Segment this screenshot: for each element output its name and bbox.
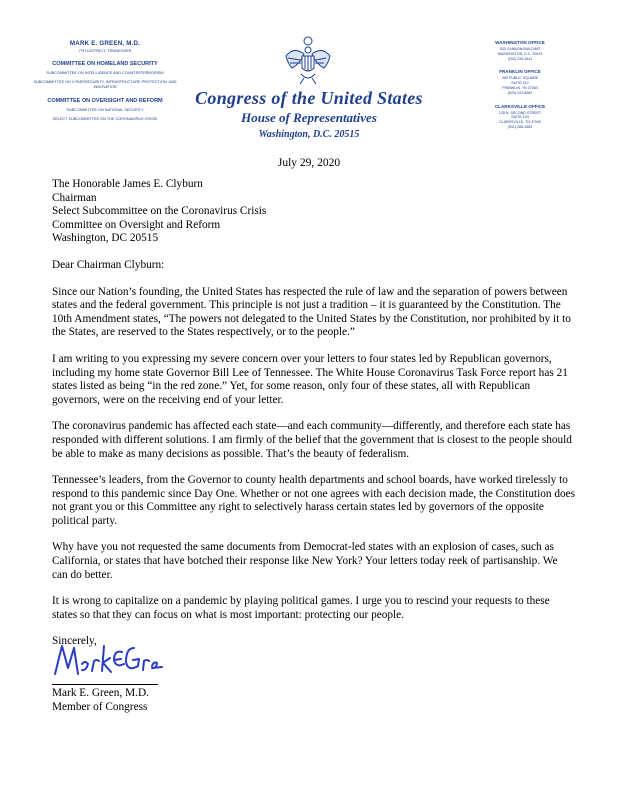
address-line: CLARKSVILLE, TN 37040 [499, 120, 541, 125]
address-line: FRANKLIN, TN 37064 [502, 85, 538, 90]
recipient-line: Chairman [52, 191, 97, 204]
congress-title: Congress of the United States [195, 88, 423, 108]
signer-title: Member of Congress [52, 700, 148, 713]
letterhead-title [185, 88, 433, 140]
committee-name: COMMITTEE ON OVERSIGHT AND REFORM [47, 98, 163, 104]
recipient-line: Select Subcommittee on the Coronavirus Crisis [52, 205, 267, 218]
body-paragraph: It is wrong to capitalize on a pandemic by playing political games. I urge you to rescind your requests to these states so that they can focus on what is most important: protecting our people. [52, 595, 550, 621]
salutation: Dear Chairman Clyburn: [52, 258, 165, 271]
closing: Sincerely, [52, 635, 97, 648]
letter-body [52, 178, 576, 649]
house-title: House of Representatives [241, 110, 377, 125]
body-paragraph: The coronavirus pandemic has affected each state—and each community—differently, and therefore each state has responded with different solutions. I am firmly of the belief that the government that is closest to the people should be able to make as many decisions as possible. That’s the beauty of federalism. [52, 420, 572, 460]
handwritten-signature [52, 640, 164, 682]
member-name: MARK E. GREEN, M.D. [69, 40, 141, 47]
body-paragraph: I am writing to you expressing my severe concern over your letters to four states led by Republican governors, including my home state Governor Bill Lee of Tennessee. The White House Coronavirus Task Force report has 21 states listed as being “in the red zone.” Yet, for some reason, only four of these states, all with Republican governors, were on the receiving end of your letter. [52, 352, 568, 406]
address-line: 128 N. SECOND STREET [498, 110, 542, 115]
subcommittee-name: SUBCOMMITTEE ON NATIONAL SECURITY [66, 108, 144, 112]
signer-block [52, 687, 149, 714]
body-paragraph: Why have you not requested the same documents from Democrat-led states with an explosion of cases, such as California, or states that have botched their response like New York? Your letters today reek of partisanship. We can do better. [52, 541, 558, 581]
letterhead-offices [452, 40, 588, 138]
office-name: FRANKLIN OFFICE [499, 69, 541, 75]
body-paragraph: Since our Nation’s founding, the United States has respected the rule of law and the separation of powers between states and the federal government. This principle is not just a tradition – it is guaranteed by the Constitution. The 10th Amendment states, “The powers not delegated to the United States by the Constitution, nor prohibited by it to the States, are reserved to the States respectively, or to the people.” [52, 285, 571, 339]
address-line: (931) 266-4483 [507, 124, 533, 129]
address-line: (629) 223-6050 [507, 90, 533, 95]
signer-name: Mark E. Green, M.D. [52, 687, 149, 699]
subcommittee-name: SUBCOMMITTEE ON INTELLIGENCE AND COUNTERTERRORISM [46, 71, 164, 75]
committee-name: COMMITTEE ON HOMELAND SECURITY [52, 61, 158, 67]
recipient-line: Washington, DC 20515 [52, 232, 159, 245]
office-address [452, 76, 588, 95]
subcommittee-name: SUBCOMMITTEE ON CYBERSECURITY, INFRASTRUCTURE PROTECTION, AND INNOVATION [33, 80, 177, 89]
recipient-line: The Honorable James E. Clyburn [52, 178, 203, 190]
address-line: SUITE 212 [511, 81, 529, 86]
office-address [452, 111, 588, 130]
eagle-seal-icon [282, 34, 334, 90]
washington-title: Washington, D.C. 20515 [258, 129, 360, 140]
body-paragraph: Tennessee’s leaders, from the Governor to county health departments and school boards, have worked tirelessly to respond to this pandemic since Day One. Whether or not one agrees with each decision made, the Constitution does not grant you or this Committee any right to selectively harass certain states led by governors of the opposite political party. [52, 474, 576, 527]
office-name: CLARKSVILLE OFFICE [494, 103, 546, 109]
address-line: (202) 225-2811 [507, 56, 533, 61]
letterhead-member-block [30, 40, 180, 122]
member-district: 7TH DISTRICT, TENNESSEE [78, 48, 132, 53]
address-line: 305 PUBLIC SQUARE [501, 76, 539, 81]
recipient-address [52, 178, 576, 246]
address-line: WASHINGTON, D.C. 20515 [497, 51, 543, 56]
signature-line [52, 684, 158, 685]
address-line: SUITE 104 [511, 115, 529, 120]
office-name: WASHINGTON OFFICE [495, 40, 545, 45]
subcommittee-name: SELECT SUBCOMMITTEE ON THE CORONAVIRUS CRISIS [52, 117, 158, 121]
recipient-line: Committee on Oversight and Reform [52, 218, 221, 231]
address-line: 533 CANNON BUILDING [499, 47, 541, 51]
office-address [452, 47, 588, 61]
letter-date: July 29, 2020 [277, 157, 341, 169]
